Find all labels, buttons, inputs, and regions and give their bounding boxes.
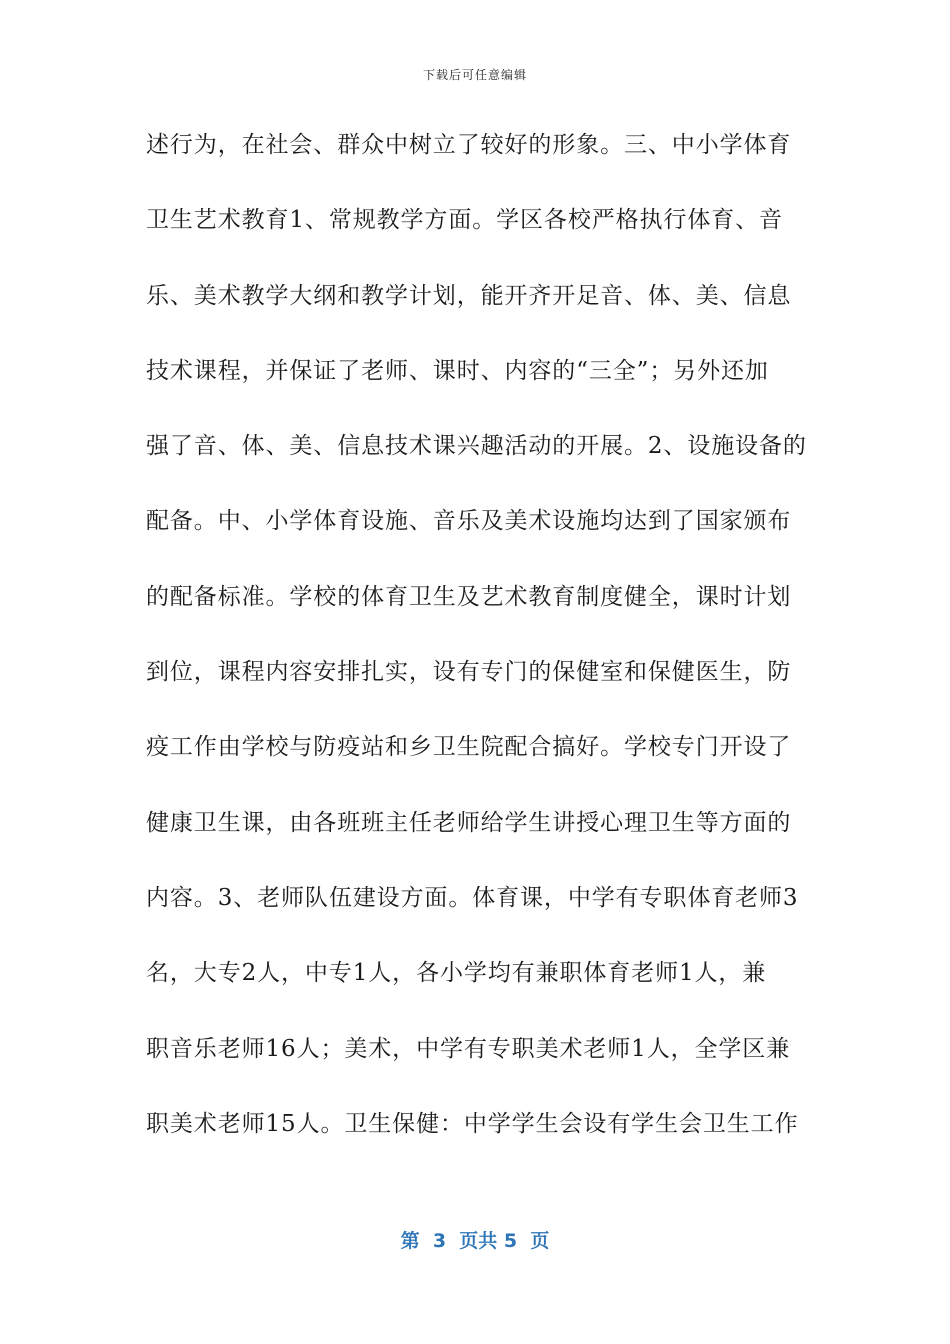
text-line: 内容。3、老师队伍建设方面。体育课，中学有专职体育老师3 [146,884,799,911]
page-number-footer: 第 3 页共 5 页 [400,1230,550,1252]
text-line: 疫工作由学校与防疫站和乡卫生院配合搞好。学校专门开设了 [146,734,792,761]
text-line: 强了音、体、美、信息技术课兴趣活动的开展。2、设施设备的 [146,433,807,460]
text-line: 的配备标准。学校的体育卫生及艺术教育制度健全，课时计划 [146,583,792,610]
text-line: 职美术老师15人。卫生保健：中学学生会设有学生会卫生工作 [146,1110,799,1137]
document-body [146,125,806,1179]
text-line: 乐、美术教学大纲和教学计划，能开齐开足音、体、美、信息 [146,282,792,309]
text-line: 名，大专2人，中专1人，各小学均有兼职体育老师1人，兼 [146,960,767,987]
text-line: 健康卫生课，由各班班主任老师给学生讲授心理卫生等方面的 [146,809,792,836]
page-header: 下载后可任意编辑 [422,68,527,82]
text-line: 述行为，在社会、群众中树立了较好的形象。三、中小学体育 [146,132,792,158]
text-line: 职音乐老师16人；美术，中学有专职美术老师1人，全学区兼 [146,1035,791,1062]
text-line: 配备。中、小学体育设施、音乐及美术设施均达到了国家颁布 [146,508,792,535]
text-line: 到位，课程内容安排扎实，设有专门的保健室和保健医生，防 [146,659,792,686]
text-line: 卫生艺术教育1、常规教学方面。学区各校严格执行体育、音 [146,207,783,234]
text-line: 技术课程，并保证了老师、课时、内容的“三全”；另外还加 [146,357,769,384]
